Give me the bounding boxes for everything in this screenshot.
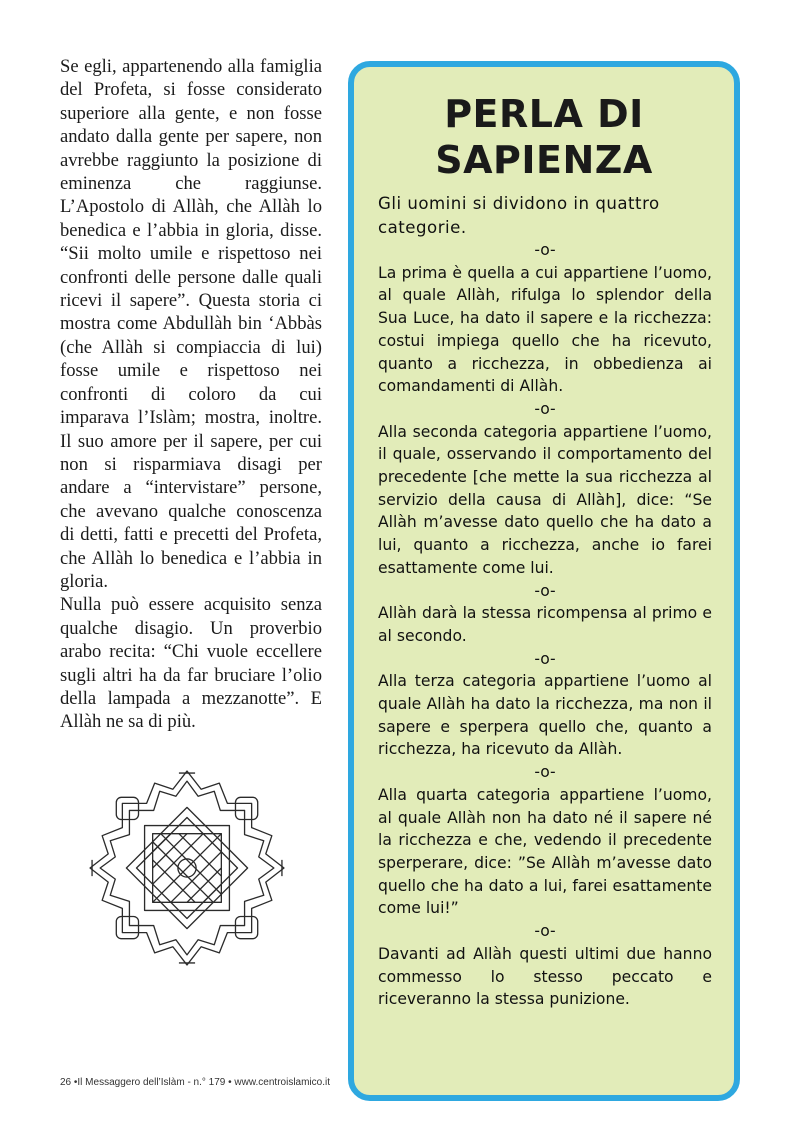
box-paragraph-3: Allàh darà la stessa ricompensa al primo e al secondo. — [378, 604, 712, 645]
box-title — [354, 91, 734, 183]
left-paragraph-1: Se egli, appartenendo alla famiglia del Profeta, si fosse considerato superiore alla gente, e non fosse andato dalla gente per sapere, non avrebbe raggiunto la posizione di eminenza che raggiunse. L’Apostolo di Allàh, che Allàh lo benedica e l’abbia in gloria, disse. “Sii molto umile e rispettoso nei confronti delle persone dalle quali ricevi il sapere”. Questa storia ci mostra come Abdullàh bin ‘Abbàs (che Allàh si compiaccia di lui) fosse umile e rispettoso nei confronti di coloro da cui imparava l’Islàm; mostra, inoltre. Il suo amore per il sapere, per cui non si risparmiava disagi per andare a “intervistare” persone, che avevano qualche conoscenza di detti, fatti e precetti del Profeta, che Allàh lo benedica e l’abbia in gloria. — [60, 56, 322, 592]
box-paragraph-6: Davanti ad Allàh questi ultimi due hanno commesso lo stesso peccato e riceveranno la stessa punizione. — [378, 944, 712, 1009]
knot-ornament-icon — [86, 767, 288, 969]
box-paragraph-4: Alla terza categoria appartiene l’uomo al quale Allàh ha dato la ricchezza, ma non il sapere e sperpera quello che, quanto a ricchezza, ha ricevuto da Allàh. — [378, 672, 712, 759]
separator: -o- — [534, 922, 556, 941]
page-footer: 26 •Il Messaggero dell’Islàm - n.° 179 • www.centroislamico.it — [60, 1077, 330, 1088]
separator: -o- — [534, 399, 556, 418]
left-column — [60, 55, 322, 734]
box-intro: Gli uomini si dividono in quattro categorie. — [378, 194, 660, 237]
box-title-line-1: PERLA DI — [444, 92, 644, 136]
box-paragraph-1: La prima è quella a cui appartiene l’uomo, al quale Allàh, rifulga lo splendor della Sua Luce, ha dato il sapere e la ricchezza: costui impiega quello che ha ricevuto, quanto a ricchezza, in obbedienza ai comandamenti di Allàh. — [378, 263, 712, 396]
box-title-line-2: SAPIENZA — [435, 138, 653, 182]
box-paragraph-5: Alla quarta categoria appartiene l’uomo, al quale Allàh non ha dato né il sapere né la ricchezza e che, vedendo il precedente sperperare, dice: ”Se Allàh m’avesse dato quello che ha dato a lui, farei esattamente come lui!” — [378, 785, 712, 918]
separator: -o- — [534, 649, 556, 668]
box-paragraph-2: Alla seconda categoria appartiene l’uomo, il quale, osservando il comportamento del precedente [che mette la sua ricchezza al servizio della causa di Allàh], dice: “Se Allàh m’avesse dato quello che ha dato a lui, quanto a ricchezza, anche io farei esattamente come lui. — [378, 422, 712, 577]
pearl-of-wisdom-box — [348, 61, 740, 1101]
separator: -o- — [534, 763, 556, 782]
left-paragraph-2: Nulla può essere acquisito senza qualche disagio. Un proverbio arabo recita: “Chi vuole eccellere sugli altri ha da far bruciare l’olio della lampada a mezzanotte”. E Allàh ne sa di più. — [60, 594, 322, 733]
box-body — [378, 192, 712, 1011]
separator: -o- — [534, 581, 556, 600]
separator: -o- — [534, 241, 556, 259]
